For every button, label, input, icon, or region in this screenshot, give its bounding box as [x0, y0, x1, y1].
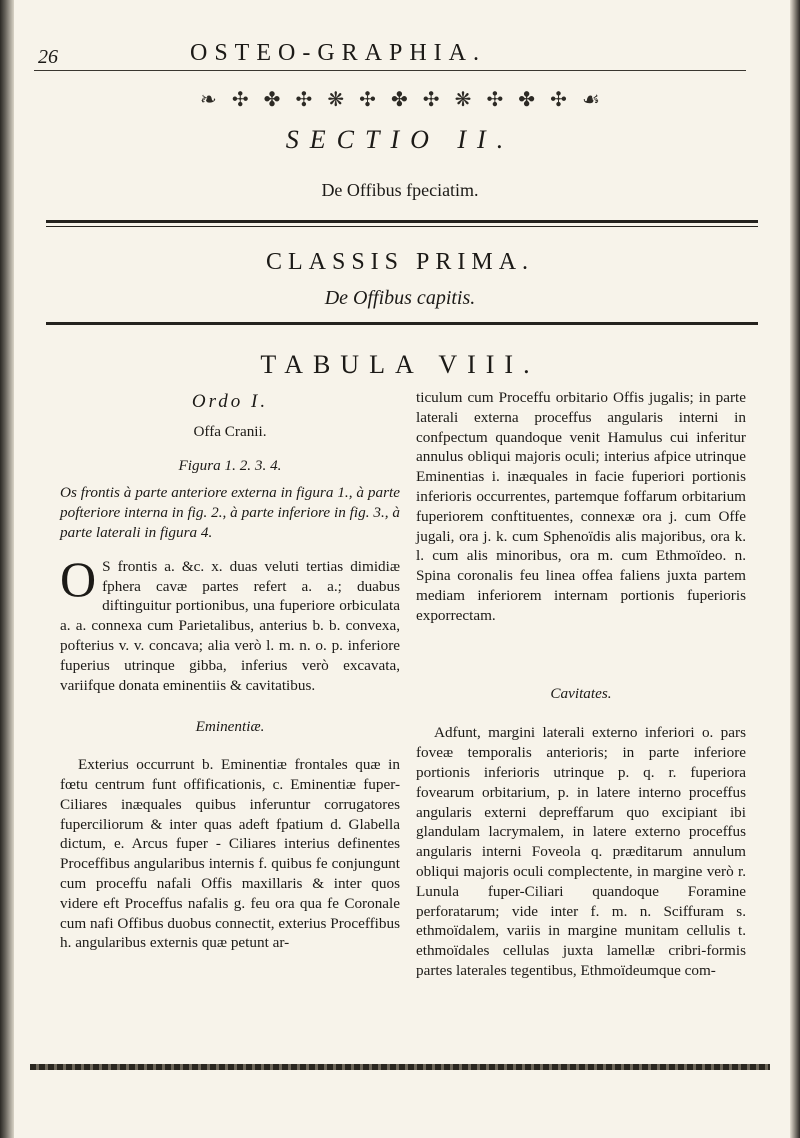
tabula-title: TABULA VIII.: [260, 350, 540, 379]
divider-rule-thick: [46, 220, 758, 223]
paragraph-cavitates: Adfunt, margini laterali externo inferiori o. pars foveæ temporalis anterioris; in parte inferiore portionis inferioris utrinque p. q. r. fuperiora fovearum orbitarium, p. in latere interno proceffus angularis externi depreffarum quo excipiant ibi glandulam lacrymalem, in latere externo proceffus angularis interni Foveola q. præditarum annulum obliqui majoris oculi complectente, in margine verò r. Lunula fuper-Ciliari quandoque Foramine perforatarum; vide inter f. m. n. Sciffuram s. ethmoïdalem, variis in margine munitam cellulis t. ethmoïdales cellulas juxta lamellæ cribri-formis partes laterales tegentibus, Ethmoïdeumque com-: [416, 724, 746, 979]
section-title: SECTIO II.: [285, 125, 515, 154]
paragraph-eminentiae: Exterius occurrunt b. Eminentiæ frontales quæ in fœtu centrum funt offificationis, c. Eminentiæ fuper-Ciliares inæquales quibus inferuntur corrugatores fuperciliorum & inter quas adeft fpatium d. Glabella dictum, e. Arcus fuper - Ciliares interius definentes Proceffibus angularibus internis f. quibus fe conjungunt cum proceffu nafali Offis maxillaris & inter quos videre eft Proceffus nafalis g. feu ora qua fe Coronale cum nafi Offibus duobus connectit, exterius Proceffibus h. angularibus externis quæ petunt ar-: [60, 756, 400, 952]
fleuron-icon: ✤: [390, 88, 408, 111]
fleuron-icon: ✣: [550, 88, 567, 111]
classis-subtitle: De Offibus capitis.: [324, 287, 476, 309]
fleuron-icon: ✤: [263, 88, 281, 111]
fleuron-icon: ❋: [454, 88, 472, 111]
divider-rule-thick: [46, 322, 758, 325]
page-edge-left: [0, 0, 14, 1138]
page-number: 26: [38, 46, 58, 68]
left-column: [60, 388, 400, 953]
paragraph-continuation: ticulum cum Proceffu orbitario Offis jugalis; in parte laterali externa proceffus angularis interni in confpectum quandoque venit Hamulus cui inferitur annulus obliqui majoris oculi; interius afpice utrinque Eminentias i. inæquales in facie fuperiori portionis inferioris occurrentes, partemque foffarum orbitarium fuperiorem conftituentes, connexæ ora j. cum Offe jugali, ora j. k. cum Sphenoïdis alis majoribus, ora k. l. cum alis minoribus, ora m. cum Ethmoïdeo. n. Spina coronalis feu linea offea faliens juxta partem mediam inferiorem internam portionis fuperioris exporrectam.: [416, 389, 746, 624]
header-rule: [34, 70, 746, 71]
fleuron-icon: ✤: [518, 88, 536, 111]
drop-cap: O: [60, 550, 97, 607]
right-column: [416, 388, 746, 981]
fleuron-icon: ✣: [486, 88, 504, 111]
fleuron-icon: ✣: [295, 88, 313, 111]
fleuron-icon: ❧: [200, 88, 217, 111]
figura-heading: Figura 1. 2. 3. 4.: [178, 456, 282, 474]
paragraph-text: S frontis a. &c. x. duas veluti tertias dimidiæ fphera cavæ partes refert a. a.; duabus diftinguitur portionibus, una fuperiore orbiculata a. a. connexa cum Parietalibus, anterius b. b. convexa, pofterius v. v. concava; alia verò l. m. n. o. p. inferiore fuperius utrinque gibba, inferius verò excavata, variifque donata eminentiis & cavitatibus.: [60, 557, 400, 694]
ossa-heading: Offa Cranii.: [193, 422, 267, 440]
figure-caption: Os frontis à parte anteriore externa in figura 1., à parte pofteriore interna in fig. 2., à parte inferiore in fig. 3., à parte laterali in figura 4.: [60, 484, 400, 541]
ordo-heading: Ordo I.: [191, 391, 269, 412]
running-head: OSTEO-GRAPHIA.: [190, 40, 486, 66]
fleuron-icon: ✣: [422, 88, 440, 111]
bottom-ornament-band: [30, 1064, 770, 1070]
fleuron-icon: ✣: [231, 88, 249, 111]
cavitates-heading: Cavitates.: [550, 684, 612, 702]
classis-title: CLASSIS PRIMA.: [265, 249, 535, 275]
decorative-ornament-band: [200, 86, 600, 112]
eminentiae-heading: Eminentiæ.: [195, 718, 265, 736]
divider-rule-thin: [46, 226, 758, 227]
fleuron-icon: ☙: [581, 88, 600, 111]
page-edge-right: [790, 0, 800, 1138]
paragraph-os-frontis: [60, 550, 400, 696]
fleuron-icon: ✣: [359, 88, 376, 111]
section-subtitle: De Offibus fpeciatim.: [321, 180, 479, 200]
fleuron-icon: ❋: [327, 88, 345, 111]
